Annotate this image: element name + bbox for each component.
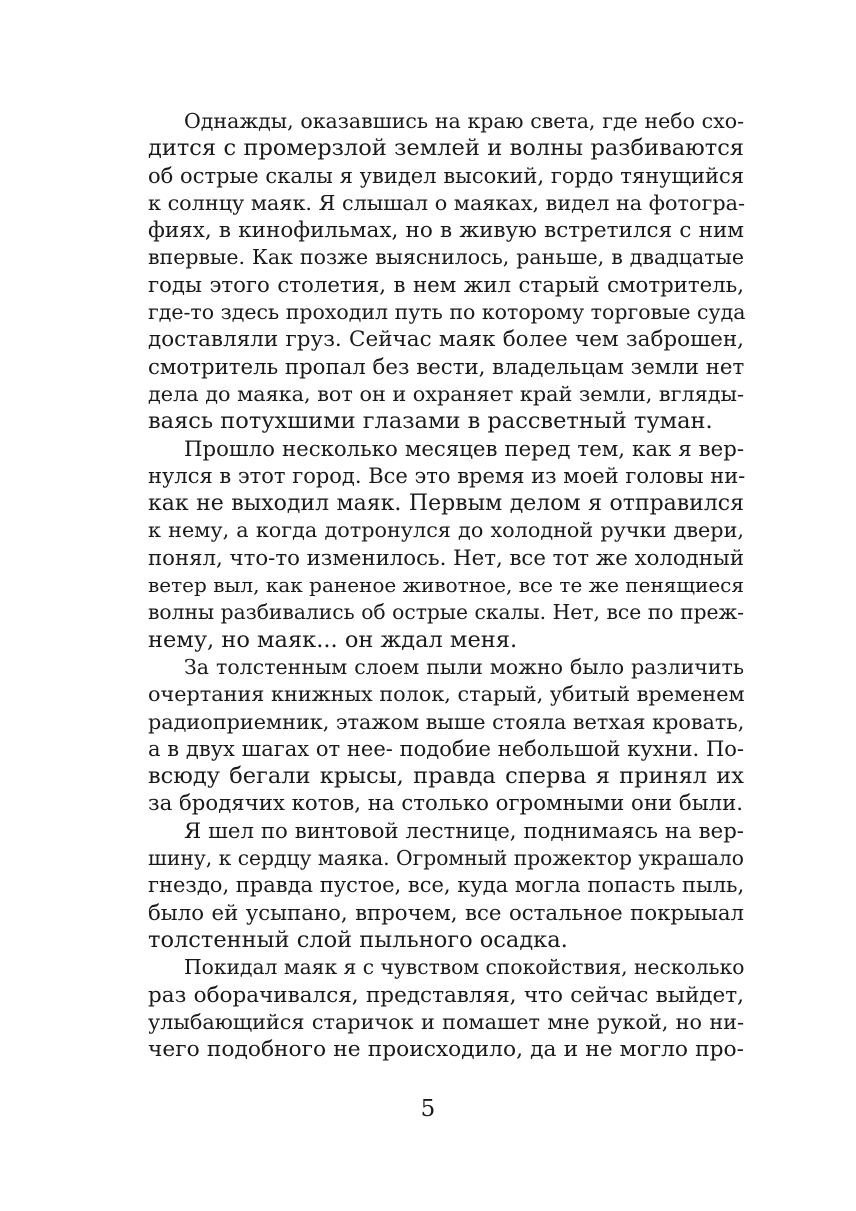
- text-line: очертания книжных полок, старый, убитый временем: [148, 682, 745, 707]
- paragraph: [148, 954, 744, 1063]
- paragraph: [148, 818, 744, 954]
- text-line: ваясь потухшими глазами в рассветный туман.: [148, 408, 713, 435]
- text-line: радиоприемник, этажом выше стояла ветхая кровать,: [148, 709, 745, 734]
- paragraph: [148, 436, 744, 654]
- text-line: доставляли груз. Сейчас маяк более чем заброшен,: [148, 327, 744, 353]
- text-line: было ей усыпано, впрочем, все остальное покрыыал: [148, 900, 744, 926]
- text-line: как не выходил маяк. Первым делом я отправился: [148, 491, 744, 517]
- text-line: а в двух шагах от нее- подобие небольшой кухни. По-: [148, 736, 744, 761]
- text-line: где-то здесь проходил путь по которому торговые суда: [148, 300, 746, 325]
- text-line: За толстенным слоем пыли можно было различить: [184, 654, 744, 679]
- text-line: ветер выл, как раненое животное, все те же пенящиеся: [148, 573, 744, 598]
- text-line: всюду бегали крысы, правда сперва я принял их: [148, 763, 744, 790]
- text-line: волны разбивались об острые скалы. Нет, все по преж-: [148, 600, 744, 625]
- text-line: фиях, в кинофильмах, но в живую встретился с ним: [148, 218, 744, 244]
- text-line: нулся в этот город. Все это время из моей головы ни-: [148, 463, 746, 488]
- text-line: об острые скалы я увидел высокий, гордо тянущийся: [148, 163, 744, 188]
- text-line: Покидал маяк я с чувством спокойствия, несколько: [184, 955, 745, 980]
- text-line: нему, но маяк... он ждал меня.: [148, 626, 518, 653]
- text-line: за бродячих котов, на столько огромными они были.: [148, 791, 744, 817]
- text-line: толстенный слой пыльного осадка.: [148, 926, 568, 953]
- text-line: Однажды, оказавшись на краю света, где небо схо-: [184, 109, 744, 133]
- text-line: к нему, а когда дотронулся до холодной ручки двери,: [148, 518, 744, 543]
- text-line: улыбающийся старичок и помашет мне рукой, но ни-: [148, 1009, 744, 1034]
- text-line: раз оборачивался, представляя, что сейчас выйдет,: [148, 982, 744, 1008]
- text-line: дела до маяка, вот он и охраняет край земли, вгляды-: [148, 381, 745, 406]
- paragraph: [148, 108, 744, 436]
- text-line: понял, что-то изменилось. Нет, все тот же холодный: [148, 545, 744, 571]
- text-line: шину, к сердцу маяка. Огромный прожектор украшало: [148, 846, 744, 871]
- paragraph: [148, 654, 744, 818]
- text-line: чего подобного не происходило, да и не могло про-: [148, 1037, 744, 1063]
- text-line: Я шел по винтовой лестнице, поднимаясь на вер-: [184, 818, 744, 844]
- text-line: гнездо, правда пустое, все, куда могла попасть пыль,: [148, 873, 745, 898]
- text-line: Прошло несколько месяцев перед тем, как я вер-: [184, 436, 744, 462]
- body-text: [148, 108, 744, 1063]
- text-line: годы этого столетия, в нем жил старый смотритель,: [148, 272, 744, 298]
- text-line: дится с промерзлой землей и волны разбиваются: [148, 135, 744, 162]
- page-number: 5: [420, 1096, 436, 1122]
- text-line: впервые. Как позже выяснилось, раньше, в двадцатые: [148, 245, 744, 270]
- text-line: смотритель пропал без вести, владельцам земли нет: [148, 354, 745, 380]
- text-line: к солнцу маяк. Я слышал о маяках, видел на фотогра-: [148, 190, 746, 215]
